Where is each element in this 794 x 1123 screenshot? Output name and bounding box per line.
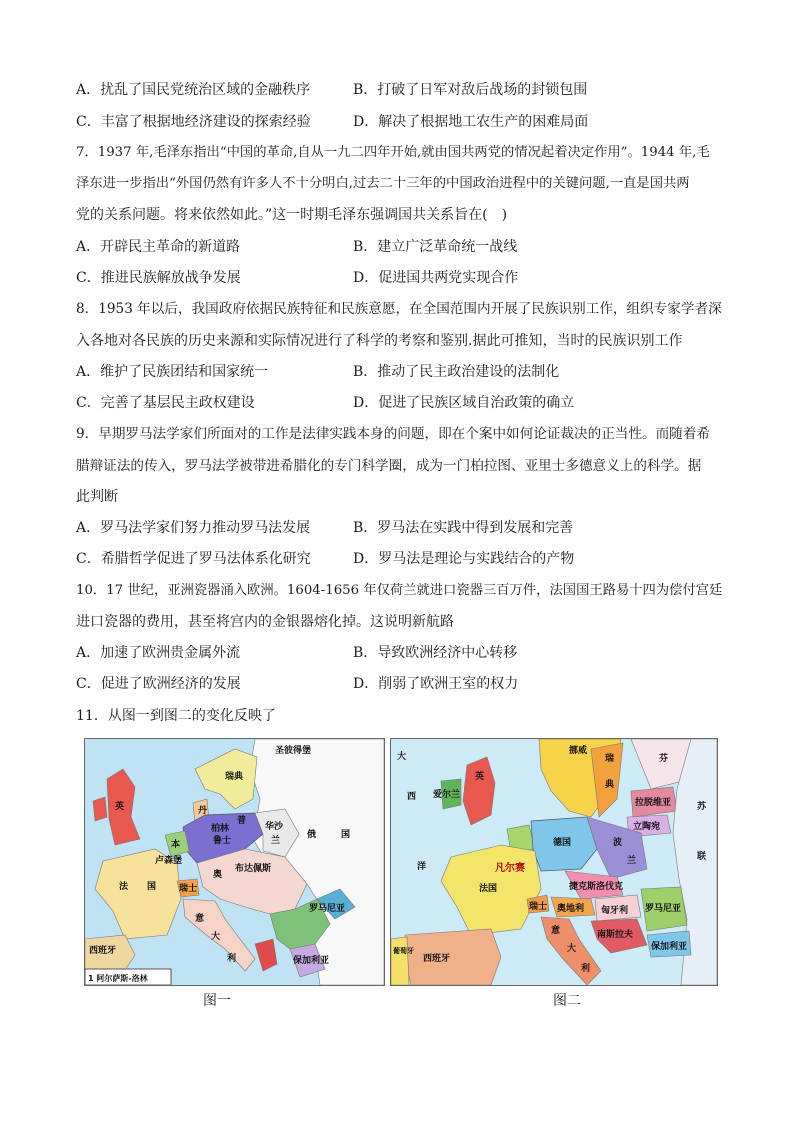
q11-stem-line1: 11．从图一到图二的变化反映了 xyxy=(76,708,276,724)
map-2-caption: 图二 xyxy=(553,993,581,1009)
map2-label-ocean-2: 西 xyxy=(407,792,417,802)
map2-label-bulgaria: 保加利亚 xyxy=(651,942,688,952)
map2-label-italy-2: 大 xyxy=(567,944,577,954)
map2-label-ussr-2: 联 xyxy=(697,852,707,862)
map1-label-italy: 意 xyxy=(195,914,205,924)
map2-label-austria: 奥地利 xyxy=(557,904,585,914)
map2-label-versailles: 凡尔赛 xyxy=(495,863,525,874)
q7-option-b: B．建立广泛革命统一战线 xyxy=(353,239,518,255)
map1-label-romania: 罗马尼亚 xyxy=(309,904,346,914)
map1-label-france: 法 xyxy=(119,882,129,892)
map2-label-yugoslavia: 南斯拉夫 xyxy=(597,930,634,940)
map1-label-sweden: 瑞典 xyxy=(225,772,244,782)
q8-stem-line1: 8．1953 年以后，我国政府依据民族特征和民族意愿，在全国范围内开展了民族识别工作，组织专家学者深 xyxy=(76,301,722,317)
map2-label-france: 法国 xyxy=(479,884,498,894)
map2-label-ireland: 爱尔兰 xyxy=(433,790,461,800)
map1-label-russia: 俄 xyxy=(307,830,317,840)
map2-label-czechoslovakia: 捷克斯洛伐克 xyxy=(569,882,624,892)
map2-label-poland-2: 兰 xyxy=(627,856,637,866)
map2-label-poland: 波 xyxy=(613,838,623,848)
q10-stem-line2: 进口瓷器的费用，甚至将宫内的金银器熔化掉。这说明新航路 xyxy=(76,614,454,630)
map2-label-finland: 芬 xyxy=(659,754,669,764)
q8-stem-line2: 入各地对各民族的历史来源和实际情况进行了科学的考察和鉴别.据此可推知，当时的民族识别工作 xyxy=(76,333,683,349)
map2-label-italy-3: 利 xyxy=(581,964,591,974)
map1-label-prussia: 鲁士 xyxy=(213,836,232,846)
map1-label-russia-2: 国 xyxy=(341,830,351,840)
map1-label-st-petersburg: 圣彼得堡 xyxy=(275,746,312,756)
map2-label-latvia: 拉脱维亚 xyxy=(635,798,672,808)
map2-label-sweden-2: 典 xyxy=(605,780,615,790)
q9-stem-line1: 9．早期罗马法学家们所面对的工作是法律实践本身的问题，即在个案中如何论证裁决的正当性。而随着希 xyxy=(76,426,710,442)
q9-option-c: C．希腊哲学促进了罗马法体系化研究 xyxy=(76,551,311,567)
q9-option-a: A．罗马法学家们努力推动罗马法发展 xyxy=(76,520,311,536)
q7-option-d: D．促进国共两党实现合作 xyxy=(353,270,519,286)
q7-option-a: A．开辟民主革命的新道路 xyxy=(76,239,241,255)
q9-option-b: B．罗马法在实践中得到发展和完善 xyxy=(353,520,574,536)
map1-label-austria: 奥 xyxy=(213,870,223,880)
map2-label-ussr: 苏 xyxy=(697,802,707,812)
map2-label-spain: 西班牙 xyxy=(423,954,451,964)
map-figure-2 xyxy=(390,738,718,986)
q10-stem-line1: 10．17 世纪，亚洲瓷器涌入欧洲。1604-1656 年仅荷兰就进口瓷器三百万件，法国国王路易十四为偿付宫廷 xyxy=(76,583,723,598)
map1-label-denmark: 丹 xyxy=(198,806,208,816)
q6-option-c: C．丰富了根据地经济建设的探索经验 xyxy=(76,114,311,130)
q8-option-d: D．促进了民族区域自治政策的确立 xyxy=(353,395,575,411)
map1-label-warsaw: 华沙 xyxy=(265,822,284,832)
q7-option-c: C．推进民族解放战争发展 xyxy=(76,270,241,286)
map1-label-berlin: 柏林 xyxy=(211,824,230,834)
q10-option-c: C．促进了欧洲经济的发展 xyxy=(76,676,241,692)
map1-label-budapest: 布达佩斯 xyxy=(235,864,272,874)
q6-option-d: D．解决了根据地工农生产的困难局面 xyxy=(353,114,589,130)
map2-label-romania: 罗马尼亚 xyxy=(645,904,682,914)
map2-label-switzerland: 瑞士 xyxy=(529,902,548,912)
map2-label-italy: 意 xyxy=(551,926,561,936)
q8-option-b: B．推动了民主政治建设的法制化 xyxy=(353,364,560,380)
q9-stem-line2: 腊辩证法的传入，罗马法学被带进希腊化的专门科学圈，成为一门柏拉图、亚里士多德意义上的科学。据 xyxy=(76,458,702,474)
q8-option-c: C．完善了基层民主政权建设 xyxy=(76,395,255,411)
map-figure-1 xyxy=(84,738,385,986)
map2-label-germany: 德国 xyxy=(553,838,572,848)
map1-legend-box: 1 阿尔萨斯-洛林 xyxy=(88,974,148,983)
q7-stem-line3: 党的关系问题。将来依然如此。”这一时期毛泽东强调国共关系旨在( ) xyxy=(76,207,508,223)
map1-label-spain: 西班牙 xyxy=(89,946,117,956)
map1-label-luxembourg: 卢森堡 xyxy=(155,856,183,866)
map-2-graphic xyxy=(391,739,717,985)
map1-label-switzerland: 瑞士 xyxy=(179,884,198,894)
map2-label-norway: 挪威 xyxy=(569,746,588,756)
map2-label-portugal: 葡萄牙 xyxy=(393,947,414,955)
q6-option-b: B．打破了日军对敌后战场的封锁包围 xyxy=(353,82,588,98)
map1-label-italy-2: 大 xyxy=(211,932,221,942)
map1-label-france-2: 国 xyxy=(147,882,157,892)
q10-option-a: A．加速了欧洲贵金属外流 xyxy=(76,645,241,661)
q8-option-a: A．维护了民族团结和国家统一 xyxy=(76,364,269,380)
map1-label-east-prussia: 普 xyxy=(237,816,247,826)
map1-label-benelux: 本 xyxy=(171,840,181,850)
map1-label-uk: 英 xyxy=(115,802,125,812)
q7-stem-line1: 7．1937 年,毛泽东指出“中国的革命,自从一九二四年开始,就由国共两党的情况起着决定作用”。1944 年,毛 xyxy=(76,145,710,160)
map-1-caption: 图一 xyxy=(203,993,231,1009)
q9-stem-line3: 此判断 xyxy=(76,489,118,505)
q10-option-d: D．削弱了欧洲王室的权力 xyxy=(353,676,519,692)
map2-label-sweden: 瑞 xyxy=(605,754,615,764)
map1-label-bulgaria: 保加利亚 xyxy=(293,956,330,966)
map-1-graphic xyxy=(85,739,384,985)
q9-option-d: D．罗马法是理论与实践结合的产物 xyxy=(353,551,575,567)
map2-label-ocean-3: 洋 xyxy=(417,862,427,872)
map2-label-hungary: 匈牙利 xyxy=(601,906,629,916)
q10-option-b: B．导致欧洲经济中心转移 xyxy=(353,645,518,661)
q6-option-a: A．扰乱了国民党统治区域的金融秩序 xyxy=(76,82,311,98)
map1-label-poland: 兰 xyxy=(271,836,281,846)
map2-label-lithuania: 立陶宛 xyxy=(633,822,661,832)
map1-label-italy-3: 利 xyxy=(227,954,237,964)
map2-label-ocean: 大 xyxy=(397,752,407,762)
map2-label-uk: 英 xyxy=(475,772,485,782)
q7-stem-line2: 泽东进一步指出“外国仍然有许多人不十分明白,过去二十三年的中国政治进程中的关键问题,一直是国共两 xyxy=(76,176,690,191)
